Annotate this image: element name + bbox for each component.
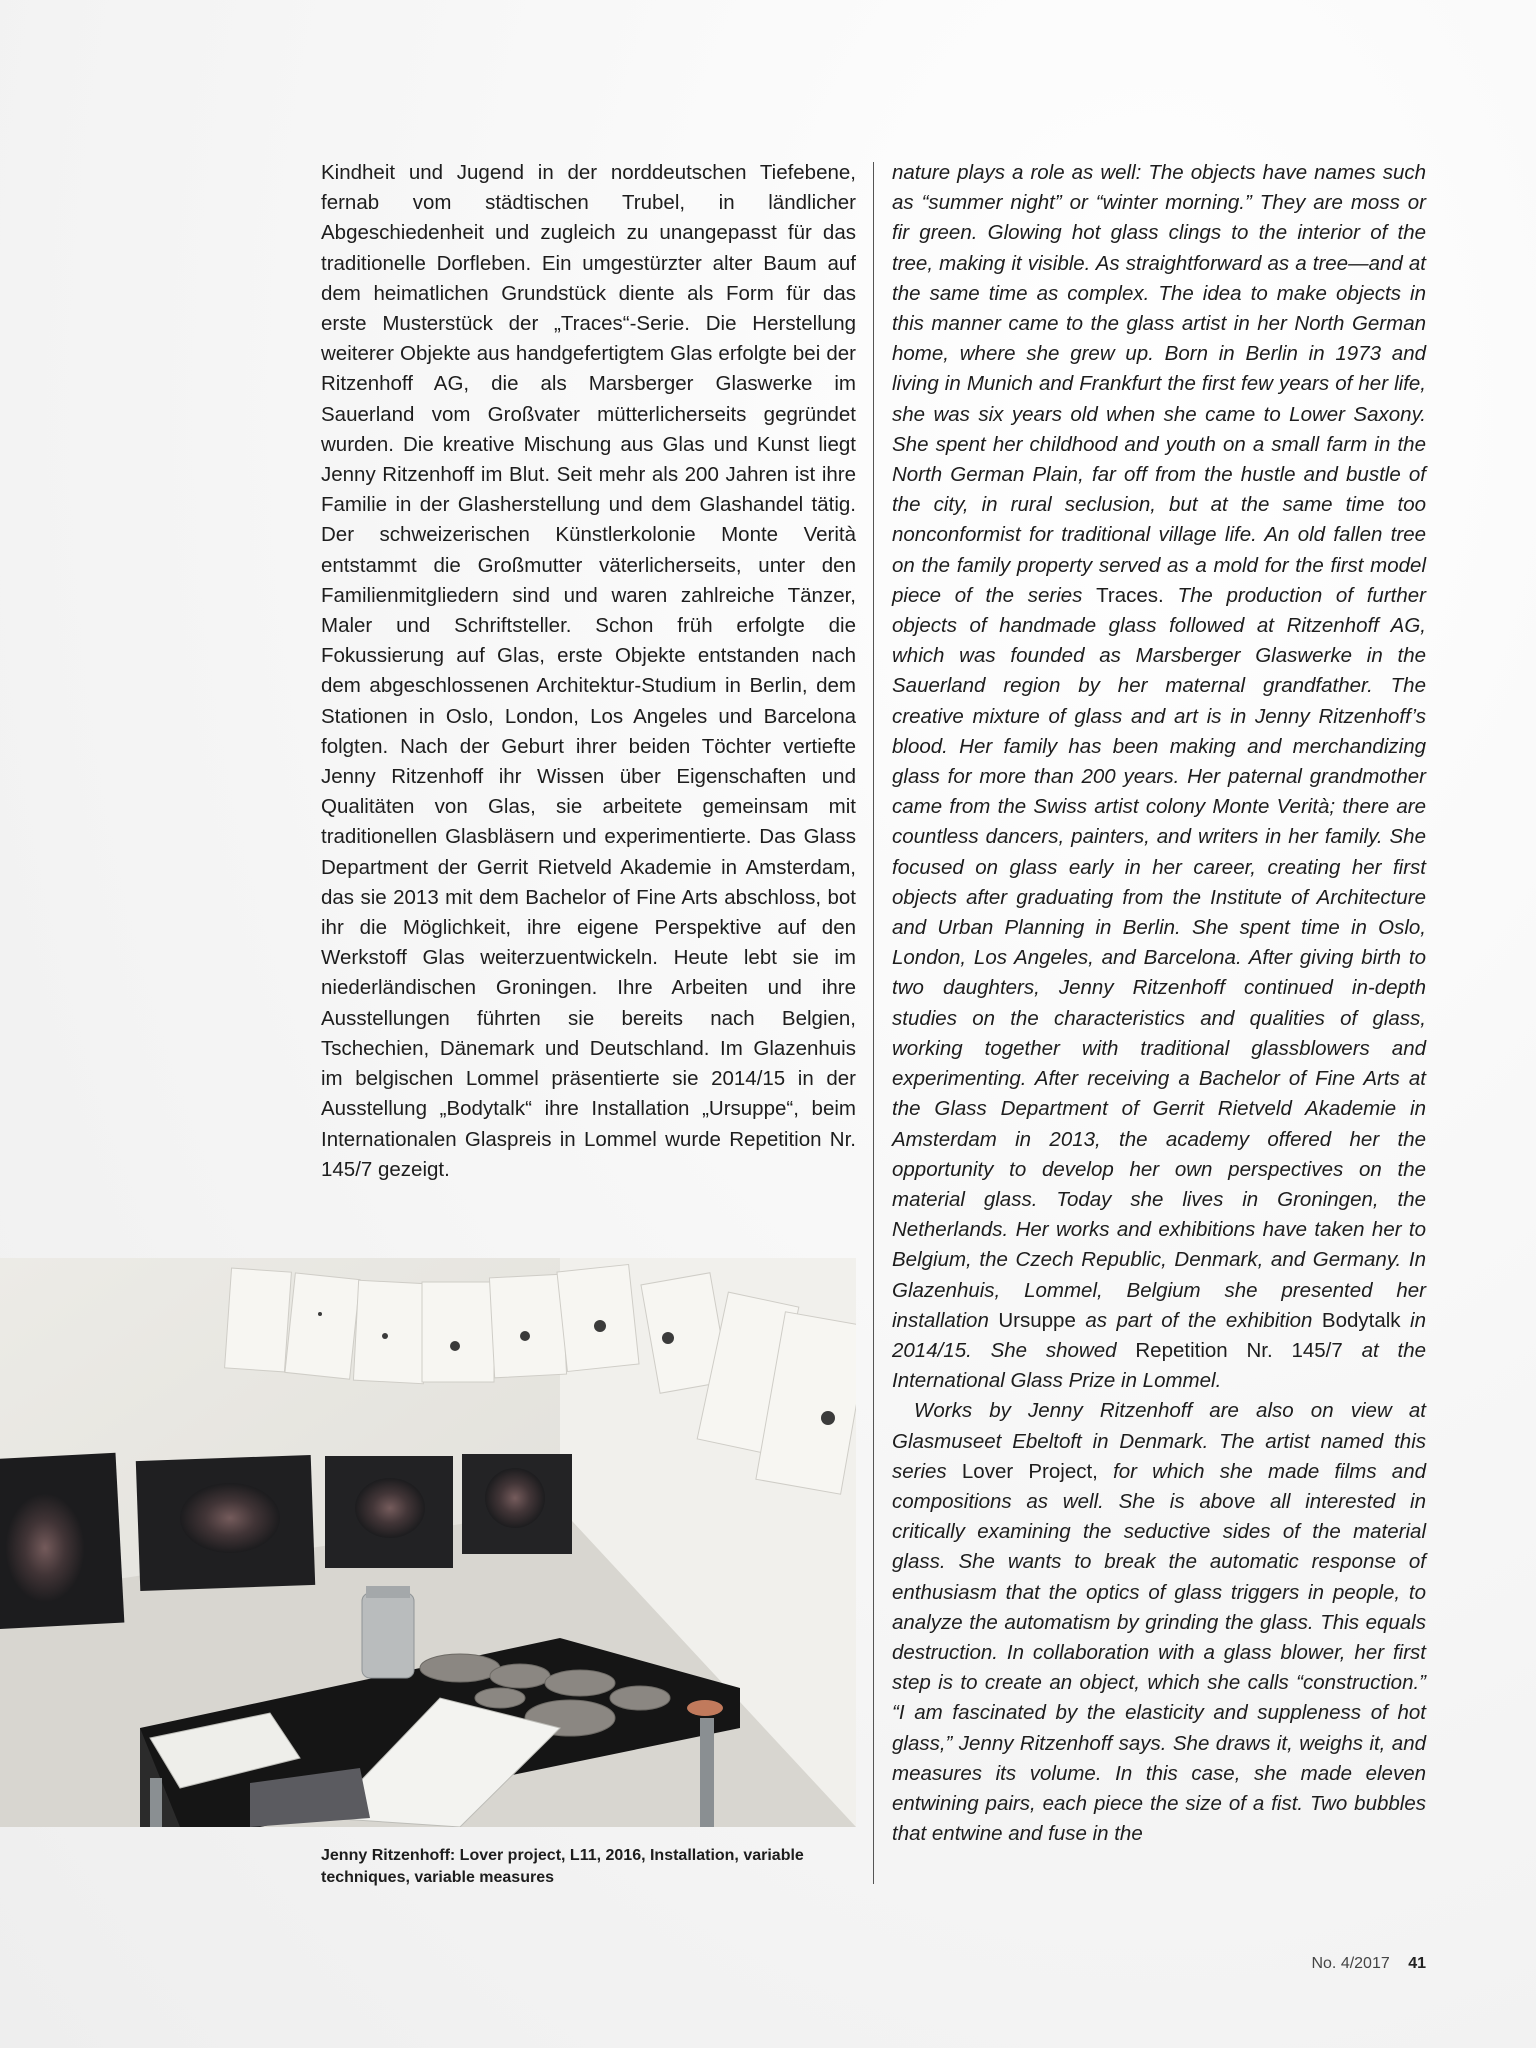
photo-caption xyxy=(321,1845,856,1889)
installation-photo xyxy=(0,1258,856,1827)
text-run: nature plays a role as well: The objects have names such as “summer night” or “winter morning.” They are moss or fir green. Glowing hot glass clings to the interior of the tree, making it visible. As straightforward as a tree—and at the same time as complex. The idea to make objects in this manner came to the glass artist in her North German home, where she grew up. Born in Berlin in 1973 and living in Munich and Frankfurt the first few years of her life, she was six years old when she came to Lower Saxony. She spent her childhood and youth on a small farm in the North German Plain, far off from the hustle and bustle of the city, in rural seclusion, but at the same time too nonconformist for traditional village life. An old fallen tree on the family property served as a mold for the first model piece of the series xyxy=(892,161,1426,607)
text-run: in 2014/15. She showed xyxy=(892,1308,1427,1362)
german-paragraph: Kindheit und Jugend in der norddeutschen Tiefebene, fernab vom städtischen Trubel, in ländlicher Abgeschiedenheit und zugleich zu unangepasst für das traditionelle Dorfleben. Ein umgestürzter alter Baum auf dem heimatlichen Grundstück diente als Form für das erste Musterstück der „Traces“-Serie. Die Herstellung weiterer Objekte aus handgefertigtem Glas erfolgte bei der Ritzenhoff AG, die als Marsberger Glaswerke im Sauerland vom Großvater mütterlicherseits gegründet wurden. Die kreative Mischung aus Glas und Kunst liegt Jenny Ritzenhoff im Blut. Seit mehr als 200 Jahren ist ihre Familie in der Glasherstellung und dem Glashandel tätig. Der schweizerischen Künstlerkolonie Monte Verità entstammt die Großmutter väterlicherseits, unter den Familienmitgliedern sind und waren zahlreiche Tänzer, Maler und Schriftsteller. Schon früh erfolgte die Fokussierung auf Glas, erste Objekte entstanden nach dem abgeschlossenen Architektur-Studium in Berlin, dem Stationen in Oslo, London, Los Angeles und Barcelona folgten. Nach der Geburt ihrer beiden Töchter vertiefte Jenny Ritzenhoff ihr Wissen über Eigenschaften und Qualitäten von Glas, sie arbeitete gemeinsam mit traditionellen Glasbläsern und experimentierte. Das Glass Department der Gerrit Rietveld Akademie in Amsterdam, das sie 2013 mit dem Bachelor of Fine Arts abschloss, bot ihr die Möglichkeit, ihre eigene Perspektive auf den Werkstoff Glas weiterzuentwickeln. Heute lebt sie im niederländischen Groningen. Ihre Arbeiten und ihre Ausstellungen führten sie bereits nach Belgien, Tschechien, Dänemark und Deutschland. Im Glazenhuis im belgischen Lommel präsentierte sie 2014/15 in der Ausstellung „Bodytalk“ ihre Installation „Ursuppe“, beim Internationalen Glaspreis in Lommel wurde Repetition Nr. 145/7 gezeigt. xyxy=(321,161,856,1181)
column-divider xyxy=(873,162,874,1884)
page-footer xyxy=(1311,1955,1426,1973)
english-text-column xyxy=(892,158,1426,1849)
series-title: Traces. xyxy=(1096,583,1164,607)
caption-line: Jenny Ritzenhoff: Lover project, L11, 2016, Installation, variable xyxy=(321,1847,804,1864)
exhibition-title: Bodytalk xyxy=(1321,1308,1401,1332)
issue-number: No. 4/2017 xyxy=(1311,1955,1390,1972)
german-text-column xyxy=(321,158,856,1185)
text-run: Works by Jenny Ritzenhoff are also on view at Glasmuseet Ebeltoft in Denmark. The artist named this series xyxy=(892,1399,1426,1483)
work-title: Ursuppe xyxy=(998,1308,1076,1332)
text-run: at the International Glass Prize in Lommel. xyxy=(892,1338,1426,1393)
english-paragraph-1 xyxy=(892,158,1426,1396)
text-run: as part of the exhibition xyxy=(1085,1308,1313,1332)
caption-line: techniques, variable measures xyxy=(321,1869,554,1886)
text-run: The production of further objects of handmade glass followed at Ritzenhoff AG, which was founded as Marsberger Glaswerke in the Sauerland region by her maternal grandfather. The creative mixture of glass and art is in Jenny Ritzenhoff’s blood. Her family has been making and merchandizing glass for more than 200 years. Her paternal grandmother came from the Swiss artist colony Monte Verità; there are countless dancers, painters, and writers in her family. She focused on glass early in her career, creating her first objects after graduating from the Institute of Architecture and Urban Planning in Berlin. She spent time in Oslo, London, Los Angeles, and Barcelona. After giving birth to two daughters, Jenny Ritzenhoff continued in-depth studies on the characteristics and qualities of glass, working together with traditional glassblowers and experimenting. After receiving a Bachelor of Fine Arts at the Glass Department of Gerrit Rietveld Akademie in Amsterdam in 2013, the academy offered her the opportunity to develop her own perspectives on the material glass. Today she lives in Groningen, the Netherlands. Her works and exhibitions have taken her to Belgium, the Czech Republic, Denmark, and Germany. In Glazenhuis, Lommel, Belgium she presented her installation xyxy=(892,583,1426,1332)
series-title: Lover Project, xyxy=(961,1459,1098,1483)
page-number: 41 xyxy=(1408,1955,1426,1972)
english-paragraph-2 xyxy=(892,1396,1426,1849)
text-run: for which she made films and compositions as well. She is above all interested in critically examining the seductive sides of the material glass. She wants to break the automatic response of enthusiasm that the optics of glass triggers in people, to analyze the automatism by grinding the glass. This equals destruction. In collaboration with a glass blower, her first step is to create an object, which she calls “construction.” “I am fascinated by the elasticity and suppleness of hot glass,” Jenny Ritzenhoff says. She draws it, weighs it, and measures its volume. In this case, she made eleven entwining pairs, each piece the size of a fist. Two bubbles that entwine and fuse in the xyxy=(892,1459,1427,1846)
work-title: Repetition Nr. 145/7 xyxy=(1135,1338,1343,1362)
